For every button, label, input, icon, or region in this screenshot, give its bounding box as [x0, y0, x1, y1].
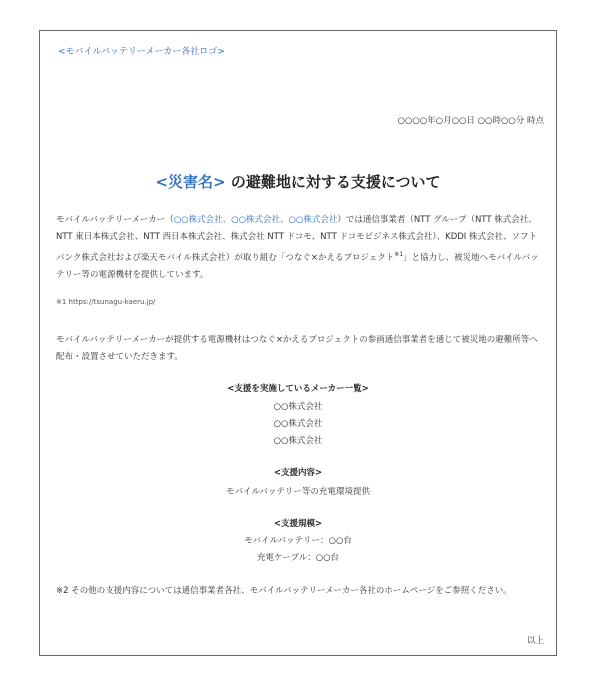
- intro-text-3: 」と協力し、被災地へモバイルバッテリー等の電源機材を提供しています。: [56, 252, 539, 280]
- makers-heading: <支援を実施しているメーカー一覧>: [227, 384, 369, 394]
- maker-item: ○○株式会社: [273, 419, 323, 429]
- title-text: の避難地に対する支援について: [230, 173, 441, 191]
- footnote-1: ※1 https://tsunagu-kaeru.jp/: [56, 298, 156, 306]
- scale-heading: <支援規模>: [273, 519, 323, 529]
- maker-item: ○○株式会社: [273, 402, 323, 412]
- intro-paragraph: [56, 212, 540, 284]
- disaster-name: <災害名>: [155, 173, 226, 191]
- scale-item: 充電ケーブル：○○台: [256, 553, 340, 563]
- content-text: モバイルバッテリー等の充電環境提供: [226, 487, 370, 497]
- timestamp: ○○○○年○月○○日 ○○時○○分 時点: [397, 116, 544, 126]
- content-heading: <支援内容>: [273, 468, 323, 478]
- footnote-ref: ※1: [394, 251, 404, 258]
- closing-text: 以上: [526, 636, 544, 646]
- intro-text-1: モバイルバッテリーメーカー（: [56, 215, 174, 225]
- distribution-paragraph: モバイルバッテリーメーカーが提供する電源機材はつなぐ×かえるプロジェクトの参画通信事業者を通じて被災地の避難所等へ配布・設置させていただきます。: [56, 335, 538, 362]
- maker-logo-placeholder: <モバイルバッテリーメーカー各社ロゴ>: [58, 47, 225, 57]
- page-title: [40, 171, 556, 192]
- scale-item: モバイルバッテリー：○○台: [244, 536, 352, 546]
- intro-text-2: ）では通信事業者（NTT グループ（NTT 株式会社、NTT 東日本株式会社、NTT 西日本株式会社、株式会社 NTT ドコモ、NTT ドコモビジネス株式会社）、KDDI 株式会社、ソフトバンク株式会社および楽天モバイル株式会社）が取り組む「つなぐ×かえるプロジェクト: [56, 215, 537, 263]
- maker-item: ○○株式会社: [273, 436, 323, 446]
- footnote-2: ※2 その他の支援内容については通信事業者各社、モバイルバッテリーメーカー各社のホームページをご参照ください。: [56, 586, 512, 596]
- company-list: ○○株式会社、○○株式会社、○○株式会社: [173, 215, 338, 225]
- document-page: [39, 30, 557, 656]
